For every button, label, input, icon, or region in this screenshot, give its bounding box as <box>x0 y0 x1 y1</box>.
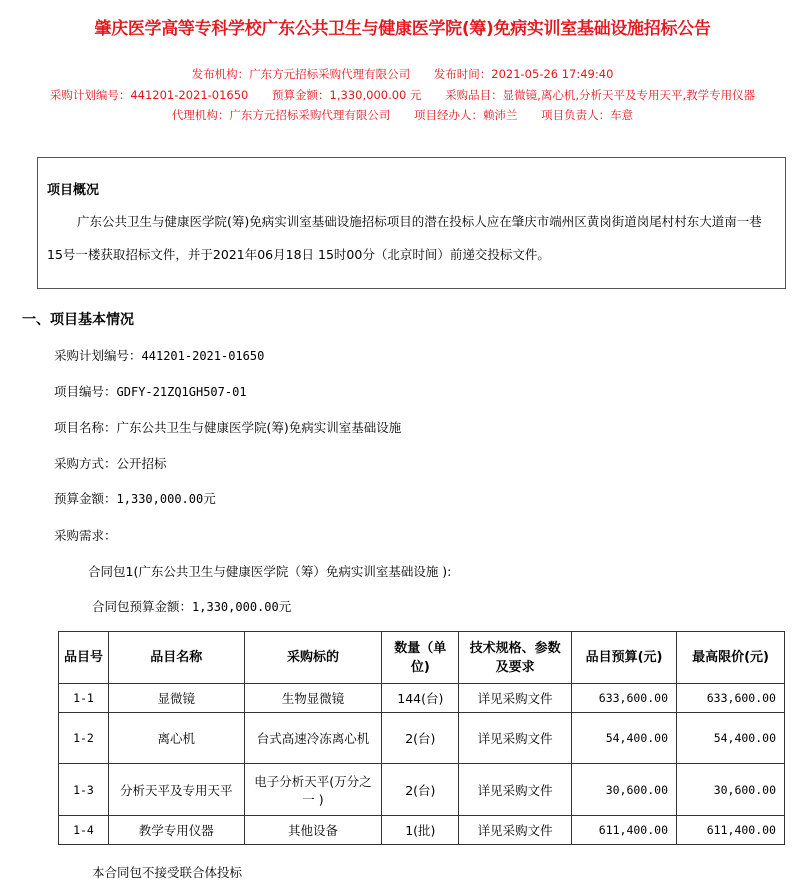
cell: 633,600.00 <box>677 684 785 713</box>
field-demand: 采购需求： <box>54 528 117 543</box>
field-label: 合同包预算金额： <box>92 599 193 614</box>
cell: 其他设备 <box>244 816 382 845</box>
cell: 1-1 <box>59 684 109 713</box>
cell: 633,600.00 <box>572 684 677 713</box>
overview-text: 广东公共卫生与健康医学院(筹)免病实训室基础设施招标项目的潜在投标人应在肇庆市端州区黄岗街道岗尾村村东大道南一巷15号一楼获取招标文件，并于2021年06月18日 15时00分（北京时间）前递交投标文件。 <box>47 214 762 262</box>
field-project-number <box>54 382 247 400</box>
cell: 54,400.00 <box>572 713 677 764</box>
cell: 分析天平及专用天平 <box>108 764 244 816</box>
cell: 2(台) <box>382 713 459 764</box>
cell: 离心机 <box>108 713 244 764</box>
cell: 611,400.00 <box>677 816 785 845</box>
plan-number: 采购计划编号：441201-2021-01650 <box>49 88 249 102</box>
meta-row-3 <box>0 107 805 123</box>
field-budget <box>54 489 216 507</box>
header-cell: 品目号 <box>59 632 109 684</box>
cell: 电子分析天平(万分之一 ) <box>244 764 382 816</box>
budget-amount: 预算金额：1,330,000.00 元 <box>272 88 422 102</box>
field-label: 采购计划编号： <box>54 348 142 363</box>
agency: 代理机构：广东方元招标采购代理有限公司 <box>171 108 391 122</box>
field-value: 441201-2021-01650 <box>141 349 265 363</box>
cell: 144(台) <box>382 684 459 713</box>
consortium-note: 本合同包不接受联合体投标 <box>92 865 243 880</box>
cell: 台式高速冷冻离心机 <box>244 713 382 764</box>
cell: 30,600.00 <box>677 764 785 816</box>
overview-heading: 项目概况 <box>47 183 100 198</box>
cell: 1(批) <box>382 816 459 845</box>
field-unit: 元 <box>278 599 292 614</box>
cell: 生物显微镜 <box>244 684 382 713</box>
field-project-name: 项目名称：广东公共卫生与健康医学院(筹)免病实训室基础设施 <box>54 420 402 435</box>
cell: 2(台) <box>382 764 459 816</box>
cell: 1-3 <box>59 764 109 816</box>
cell: 教学专用仪器 <box>108 816 244 845</box>
field-value: GDFY-21ZQ1GH507-01 <box>116 385 247 399</box>
procurement-items: 采购品目：显微镜,离心机,分析天平及专用天平,教学专用仪器 <box>445 88 756 102</box>
header-cell: 品目名称 <box>108 632 244 684</box>
cell: 详见采购文件 <box>459 684 572 713</box>
field-unit: 元 <box>203 491 216 506</box>
contract-package: 合同包1(广东公共卫生与健康医学院（筹）免病实训室基础设施 ): <box>88 564 452 579</box>
field-label: 项目编号： <box>54 384 117 399</box>
cell: 详见采购文件 <box>459 713 572 764</box>
project-overview-box <box>37 157 786 289</box>
project-manager: 项目经办人：赖沛兰 <box>414 108 518 122</box>
cell: 详见采购文件 <box>459 816 572 845</box>
header-cell: 最高限价(元) <box>677 632 785 684</box>
table-row <box>59 816 785 845</box>
project-leader: 项目负责人：车意 <box>541 108 634 122</box>
section-heading: 一、项目基本情况 <box>22 312 134 328</box>
cell: 详见采购文件 <box>459 764 572 816</box>
table-row <box>59 713 785 764</box>
field-value: 1,330,000.00 <box>116 492 204 506</box>
cell: 显微镜 <box>108 684 244 713</box>
cell: 611,400.00 <box>572 816 677 845</box>
table-row <box>59 764 785 816</box>
publish-time: 发布时间：2021-05-26 17:49:40 <box>433 67 614 81</box>
header-cell: 品目预算(元) <box>572 632 677 684</box>
cell: 1-2 <box>59 713 109 764</box>
field-plan-number <box>54 346 264 364</box>
header-cell: 数量（单位) <box>382 632 459 684</box>
field-label: 预算金额： <box>54 491 117 506</box>
cell: 54,400.00 <box>677 713 785 764</box>
table-row <box>59 684 785 713</box>
table-header-row <box>59 632 785 684</box>
page-title: 肇庆医学高等专科学校广东公共卫生与健康医学院(筹)免病实训室基础设施招标公告 <box>94 19 711 39</box>
publisher: 发布机构：广东方元招标采购代理有限公司 <box>191 67 411 81</box>
field-value: 1,330,000.00 <box>192 600 279 614</box>
field-method: 采购方式：公开招标 <box>54 456 167 471</box>
header-cell: 技术规格、参数及要求 <box>459 632 572 684</box>
cell: 30,600.00 <box>572 764 677 816</box>
items-table <box>58 631 785 845</box>
meta-row-1 <box>0 66 805 82</box>
meta-row-2 <box>0 87 805 103</box>
cell: 1-4 <box>59 816 109 845</box>
header-cell: 采购标的 <box>244 632 382 684</box>
package-budget <box>92 597 291 615</box>
